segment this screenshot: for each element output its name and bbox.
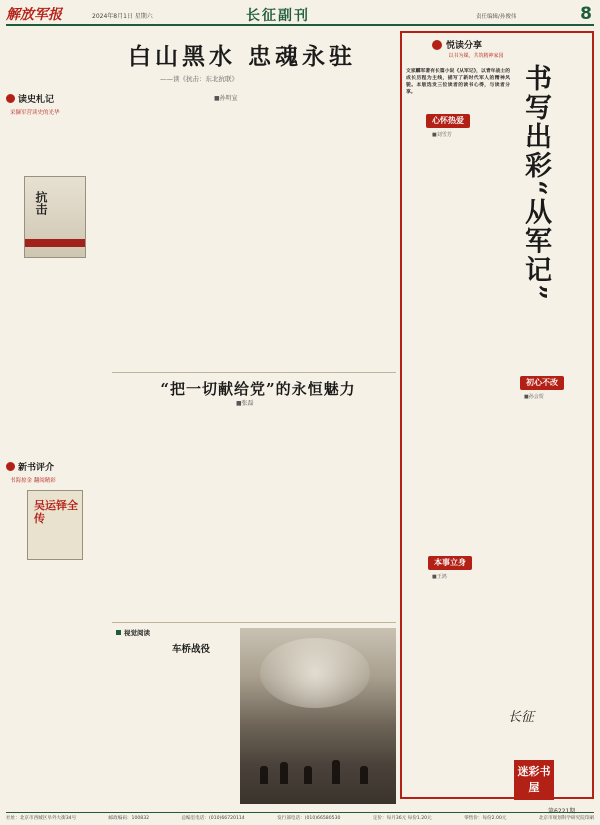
issue-date: 2024年8月1日 星期六 (92, 13, 153, 20)
feature-vertical-title: 书写出彩“从军记” (520, 64, 551, 303)
footer-price: 定价：每月36元 每份1.20元 (372, 816, 432, 821)
soldier-figure (360, 766, 368, 784)
artwork-title: 车桥战役 (172, 644, 211, 655)
feature-column (406, 584, 496, 794)
reading-notes-subtitle: 采撷军营读史的光华 (10, 110, 60, 116)
feature-column (406, 376, 496, 546)
article-column (308, 414, 396, 620)
newspaper-logo: 解放军报 (6, 7, 62, 23)
heading-original-aspiration: 初心不改 (520, 376, 564, 390)
footer-address: 社址：北京市西城区阜外大街34号 (6, 816, 77, 821)
soldier-figure (260, 766, 268, 784)
second-article-author: ■张磊 (236, 400, 254, 407)
footer-divider (6, 812, 594, 813)
soldier-figure (280, 762, 288, 784)
feature-intro: 文家麟军著有长篇小说《从军记》，以青年战士的成长历程为主线，描写了新时代军人的精神风貌。本版选发三位读者的读书心得，与读者分享。 (406, 68, 510, 95)
footer-distribution-phone: 发行部电话：(010)66580530 (277, 816, 341, 821)
heading-skill: 本事立身 (428, 556, 472, 570)
article-column (116, 414, 208, 620)
books-seal-stamp: 迷彩书屋 (514, 760, 554, 800)
reading-share-subtitle: 以书为媒，共筑精神家园 (448, 53, 504, 59)
footer-retail-price: 零售价：每份2.00元 (464, 816, 507, 821)
left-text-block (6, 264, 104, 454)
editor-credit: 责任编辑/孙俊伟 (476, 14, 517, 20)
footer (6, 815, 594, 821)
smoke-shape (260, 638, 370, 708)
section-title: 长征副刊 (246, 8, 310, 24)
book-cover-title: 抗击 (34, 191, 48, 215)
book-cover-band (25, 239, 85, 247)
book-review-tag (6, 460, 104, 473)
main-article-author: ■孙明宣 (214, 95, 238, 102)
reading-notes-label: 读史札记 (18, 95, 55, 105)
article-column (308, 108, 396, 370)
tag-dot-icon (6, 462, 15, 471)
section-divider (112, 622, 396, 623)
soldier-figure (332, 760, 340, 784)
reading-share-label: 悦读分享 (446, 41, 483, 51)
tag-square-icon (116, 630, 121, 635)
issue-number (548, 806, 575, 815)
heading-passion: 心怀热爱 (426, 114, 470, 128)
left-sidebar (6, 92, 104, 786)
artwork-caption (116, 662, 234, 804)
book-cover-image (24, 176, 86, 258)
book-review-subtitle: 书海掠金 翻阅精彩 (10, 478, 56, 484)
page-number: 8 (580, 4, 592, 24)
artwork-image (240, 628, 396, 804)
signature: 长征 (508, 710, 535, 725)
book-review-label: 新书评介 (18, 463, 55, 473)
feature-column (406, 142, 496, 370)
footer-printer: 北京市规划科学研究院印刷 (538, 816, 594, 821)
tag-dot-icon (6, 94, 15, 103)
heading-skill-author: ■王鸿 (432, 574, 447, 580)
visual-reading-label: 视觉阅读 (124, 629, 150, 637)
footer-editorial-phone: 总编室电话：(010)66720114 (181, 816, 245, 821)
book-cover-title: 吴运铎全传 (34, 499, 78, 525)
visual-reading-tag (116, 628, 150, 637)
second-article-title: “把一切献给党”的永恒魅力 (160, 380, 356, 398)
section-divider (112, 372, 396, 373)
reading-share-tag (432, 38, 482, 51)
left-text-block (6, 122, 104, 172)
feature-column (500, 404, 590, 694)
reading-notes-tag (6, 92, 104, 105)
article-column (212, 108, 304, 370)
heading-passion-author: ■刘雪芳 (432, 132, 452, 138)
article-column (212, 414, 304, 620)
masthead-divider (6, 24, 594, 26)
main-article-title: 白山黑水 忠魂永驻 (127, 44, 356, 70)
heading-original-aspiration-author: ■孙会贺 (524, 394, 544, 400)
book-cover-image (27, 490, 83, 560)
article-column (116, 108, 208, 370)
left-text-block (6, 566, 104, 786)
soldier-figure (304, 766, 312, 784)
feature-column (500, 246, 590, 370)
footer-postcode: 邮政编码：100832 (108, 816, 150, 821)
tag-dot-icon (432, 40, 442, 50)
masthead (6, 4, 594, 26)
main-article-subtitle: ——读《抗击：东北抗联》 (160, 75, 238, 83)
